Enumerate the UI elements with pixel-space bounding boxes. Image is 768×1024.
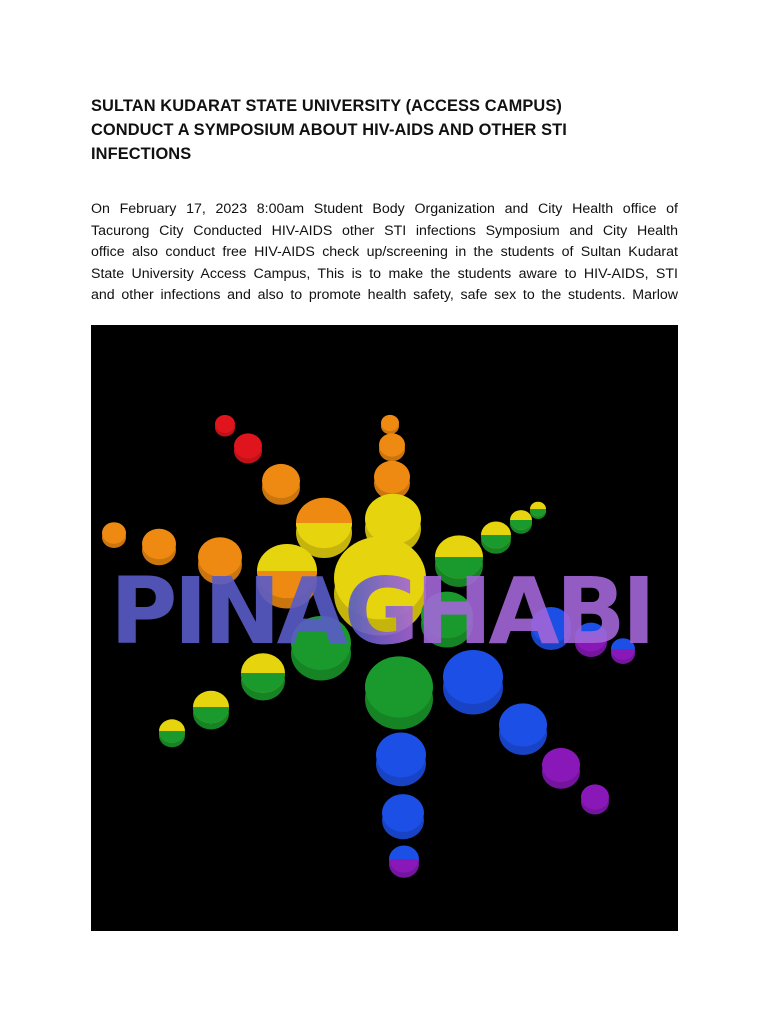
poster-word-pinaghabi: PINAGHABI bbox=[110, 558, 652, 665]
article-title bbox=[91, 94, 681, 166]
rainbow-blob bbox=[542, 748, 580, 789]
rainbow-blob bbox=[481, 522, 511, 554]
rainbow-blob bbox=[379, 433, 405, 461]
title-line: SULTAN KUDARAT STATE UNIVERSITY (ACCESS CAMPUS) bbox=[91, 97, 562, 115]
rainbow-blob bbox=[215, 415, 235, 437]
rainbow-blob bbox=[374, 461, 410, 500]
rainbow-blob bbox=[510, 510, 532, 534]
title-line: CONDUCT A SYMPOSIUM ABOUT HIV-AIDS AND OTHER STI bbox=[91, 121, 567, 139]
body-line: and other infections and also to promote health safety, safe sex to the students. Marlow bbox=[91, 287, 678, 303]
rainbow-blob bbox=[530, 502, 546, 519]
rainbow-blob bbox=[382, 794, 424, 839]
rainbow-blob bbox=[102, 522, 126, 548]
rainbow-blob bbox=[365, 656, 433, 729]
body-line: Tacurong City Conducted HIV-AIDS other STI infections Symposium and City Health bbox=[91, 222, 678, 239]
rainbow-blob bbox=[376, 733, 426, 787]
rainbow-blob bbox=[262, 464, 300, 505]
rainbow-blob bbox=[389, 846, 419, 878]
rainbow-blob bbox=[381, 415, 399, 434]
poster-artwork bbox=[91, 325, 678, 931]
rainbow-blob bbox=[296, 498, 352, 558]
body-line: office also conduct free HIV-AIDS check up/screening in the students of Sultan Kudarat bbox=[91, 244, 678, 260]
pinaghabi-poster bbox=[91, 325, 678, 931]
rainbow-blob bbox=[581, 784, 609, 814]
title-line: INFECTIONS bbox=[91, 145, 192, 163]
rainbow-blob bbox=[193, 691, 229, 730]
body-line: On February 17, 2023 8:00am Student Body Organization and City Health office of bbox=[91, 201, 678, 217]
rainbow-blob bbox=[159, 719, 185, 747]
rainbow-blob bbox=[234, 433, 262, 463]
body-line: State University Access Campus, This is to make the students aware to HIV-AIDS, STI bbox=[91, 265, 678, 282]
article-body bbox=[91, 199, 678, 307]
rainbow-blob bbox=[499, 703, 547, 755]
